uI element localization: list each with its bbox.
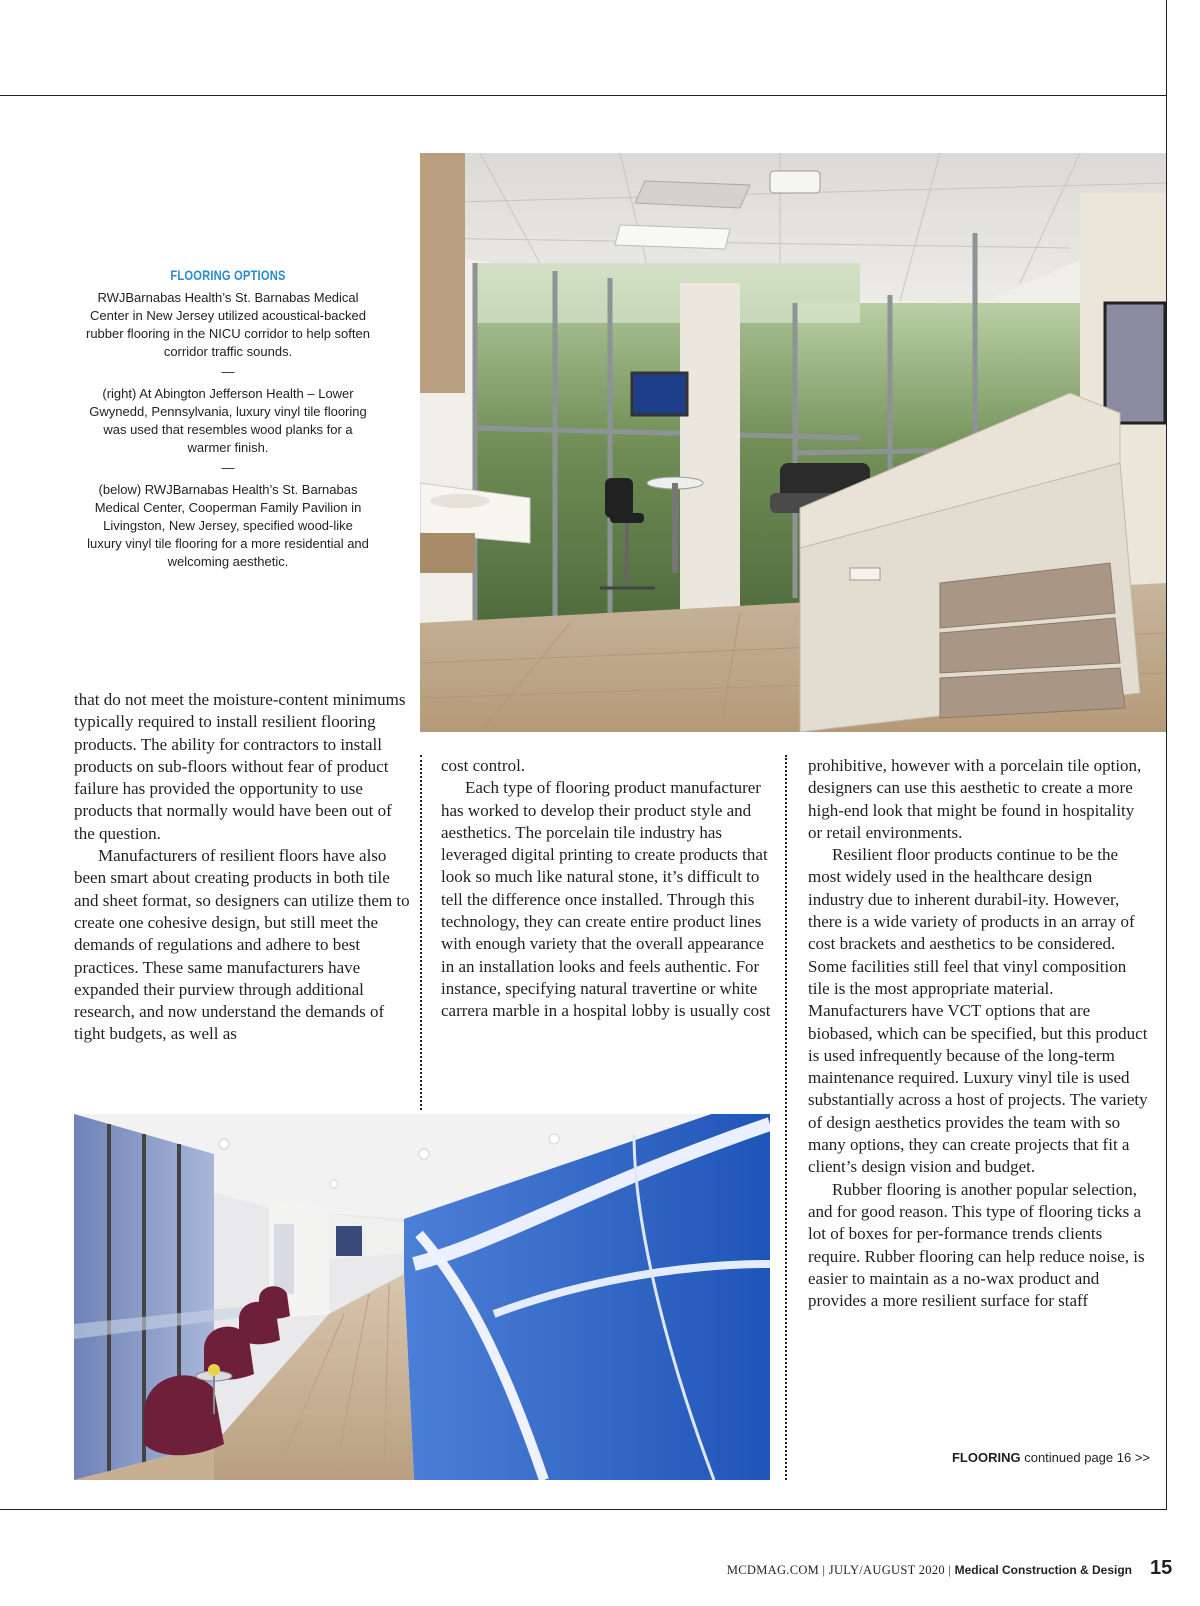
- column3-paragraph-1: prohibitive, however with a porcelain tile option, designers can use this aesthetic to create a more high-end look that might be found in hospitality or retail environments.: [808, 756, 1142, 842]
- column2-paragraph-2: Each type of flooring product manufacturer has worked to develop their product style and aesthetics. The porcelain tile industry has leveraged digital printing to create products that look so much like natural stone, it’s difficult to tell the difference once installed. Through this technology, they can create entire product lines with enough variety that the overall appearance in an installation looks and feels authentic. For instance, specifying natural travertine or white carrera marble in a hospital lobby is usually cost: [441, 778, 771, 1021]
- column3-paragraph-2: Resilient floor products continue to be the most widely used in the healthcare design industry due to inherent durabil-ity. However, there is a wide variety of products in an array of cost brackets and aesthetics to be considered. Some facilities still feel that vinyl composition tile is the most appropriate material. Manufacturers have VCT options that are biobased, which can be specified, but this product is used infrequently because of the long-term maintenance required. Luxury vinyl tile is used substantially across a host of projects. The variety of design aesthetics provides the team with so many options, they can create projects that fit a client’s design vision and budget.: [808, 845, 1148, 1177]
- column-divider: [420, 755, 422, 1110]
- footer-site: MCDMAG.COM: [726, 1563, 820, 1577]
- right-rule: [1166, 0, 1167, 1510]
- bottom-rule: [0, 1509, 1166, 1510]
- continued-keyword: FLOORING: [951, 1450, 1021, 1465]
- column3-paragraph-3: Rubber flooring is another popular selection, and for good reason. This type of flooring ticks a lot of boxes for per-formance trends clients require. Rubber flooring can help reduce noise, is easier to maintain as a no-wax product and provides a more resilient surface for staff: [808, 1179, 1145, 1311]
- footer-publication: Medical Construction & Design: [954, 1563, 1132, 1577]
- column1-paragraph-1: that do not meet the moisture-content minimums typically required to install resilient flooring products. The ability for contractors to install products on sub-floors without fear of product failure has provided the opportunity to use products that normally would have been out of the question.: [74, 690, 406, 843]
- continued-note: [900, 1450, 1150, 1465]
- text-column-1: [74, 689, 410, 1046]
- caption-text-1: RWJBarnabas Health’s St. Barnabas Medical Center in New Jersey utilized acoustical-backed rubber flooring in the NICU corridor to help soften corridor traffic sounds.: [86, 290, 370, 359]
- column1-paragraph-2: Manufacturers of resilient floors have also been smart about creating products in both tile and sheet format, so designers can utilize them to create one cohesive design, but still meet the demands of regulations and adhere to best practices. These same manufacturers have expanded their purview through additional research, and now understand the demands of tight budgets, as well as: [74, 846, 410, 1044]
- caption-text-2: (right) At Abington Jefferson Health – Lower Gwynedd, Pennsylvania, luxury vinyl tile flooring was used that resembles wood planks for a warmer finish.: [89, 386, 367, 455]
- caption-title: FLOORING OPTIONS: [170, 267, 286, 283]
- footer-divider: |: [822, 1563, 826, 1577]
- caption-text-3: (below) RWJBarnabas Health’s St. Barnabas Medical Center, Cooperman Family Pavilion in Livingston, New Jersey, specified wood-like luxury vinyl tile flooring for a more residential and welcoming aesthetic.: [87, 482, 369, 569]
- caption-separator: —: [221, 460, 235, 475]
- column-divider: [785, 755, 787, 1480]
- photo-caption: [86, 266, 370, 571]
- footer-divider: |: [948, 1563, 952, 1577]
- text-column-3: [808, 755, 1148, 1312]
- top-rule: [0, 95, 1166, 96]
- caption-separator: —: [221, 364, 235, 379]
- column2-paragraph-1: cost control.: [441, 756, 526, 775]
- page-footer: [560, 1563, 1132, 1578]
- corridor-photo: [74, 1114, 770, 1480]
- continued-text: continued page 16 >>: [1024, 1450, 1150, 1465]
- text-column-2: [441, 755, 771, 1023]
- page-number: 15: [1150, 1557, 1173, 1579]
- footer-issue: JULY/AUGUST 2020: [828, 1563, 945, 1577]
- exam-room-photo: [420, 153, 1166, 732]
